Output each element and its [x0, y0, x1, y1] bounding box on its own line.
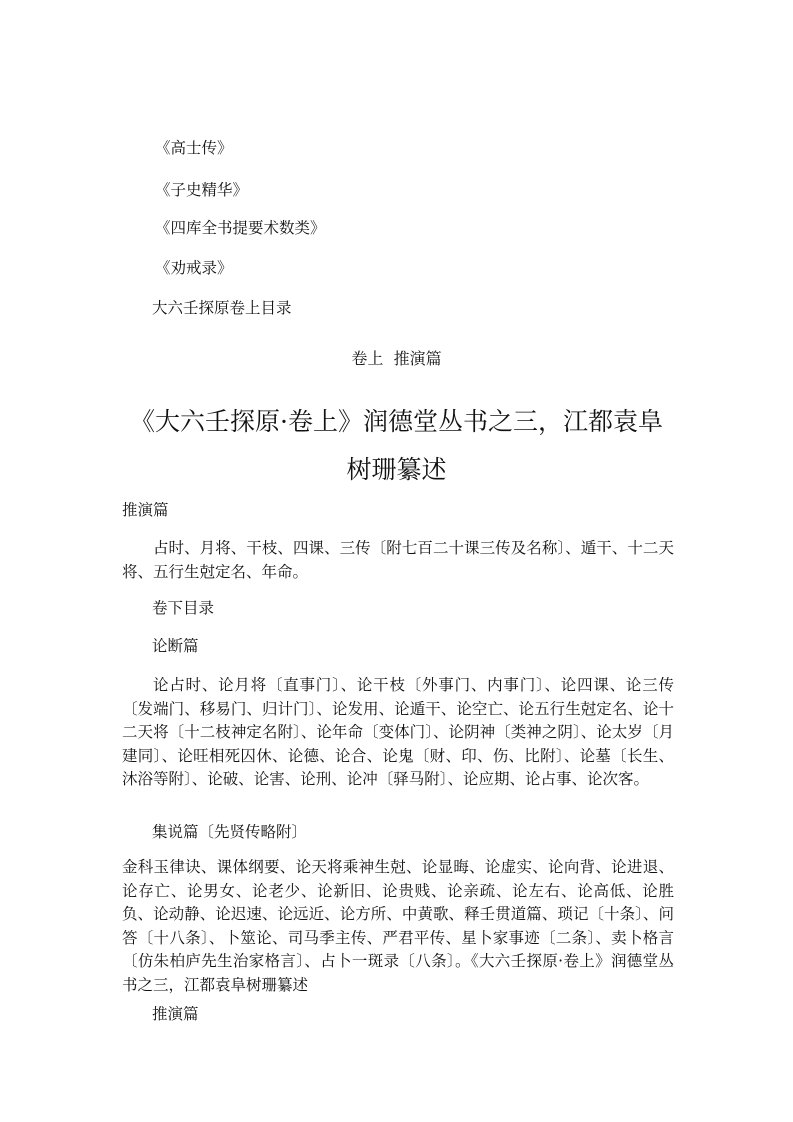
lunduan-label: 论断篇 — [152, 637, 199, 655]
toc-lower-heading: 卷下目录 — [152, 599, 215, 617]
book-title-quanjielu: 《劝戒录》 — [155, 259, 233, 277]
toc-upper-heading: 大六壬探原卷上目录 — [152, 299, 292, 317]
main-title — [0, 398, 793, 494]
jishuo-label: 集说篇〔先贤传略附〕 — [152, 823, 308, 841]
book-title-zishijinghua: 《子史精华》 — [155, 181, 249, 199]
book-title-siku-tiyao: 《四库全书提要术数类》 — [155, 219, 326, 237]
tuiyan-paragraph: 占时、月将、干枝、四课、三传〔附七百二十课三传及名称〕、遁干、十二天将、五行生尅定名、年命。 — [122, 539, 674, 581]
main-title-line-2: 树珊纂述 — [346, 455, 447, 484]
tuiyan-label-end: 推演篇 — [152, 1005, 199, 1023]
book-title-gaoshizhuan: 《高士传》 — [155, 139, 233, 157]
lunduan-paragraph: 论占时、论月将〔直事门〕、论干枝〔外事门、内事门〕、论四课、论三传〔发端门、移易门、归计门〕、论发用、论遁干、论空亡、论五行生尅定名、论十二天将〔十二枝神定名附〕、论年命〔变体门〕、论阴神〔类神之阴〕、论太岁〔月建同〕、论旺相死囚休、论德、论合、论鬼〔财、印、伤、比附〕、论墓〔长生、沐浴等附〕、论破、论害、论刑、论冲〔驿马附〕、论应期、论占事、论次客。 — [122, 676, 674, 788]
tuiyan-label: 推演篇 — [122, 501, 169, 519]
section-heading: 卷上 推演篇 — [351, 349, 442, 368]
jishuo-paragraph: 金科玉律诀、课体纲要、论天将乘神生尅、论显晦、论虚实、论向背、论进退、论存亡、论男女、论老少、论新旧、论贵贱、论亲疏、论左右、论高低、论胜负、论动静、论迟速、论远近、论方所、中黄歌、释壬贯道篇、琐记〔十条〕、问答〔十八条〕、卜筮论、司马季主传、严君平传、星卜家事迹〔二条〕、卖卜格言〔仿朱柏庐先生治家格言〕、占卜一斑录〔八条〕。《大六壬探原·卷上》润德堂丛书之三，江都袁阜树珊纂述 — [122, 858, 674, 994]
main-title-line-1: 《大六壬探原·卷上》润德堂丛书之三，江都袁阜 — [130, 407, 663, 436]
